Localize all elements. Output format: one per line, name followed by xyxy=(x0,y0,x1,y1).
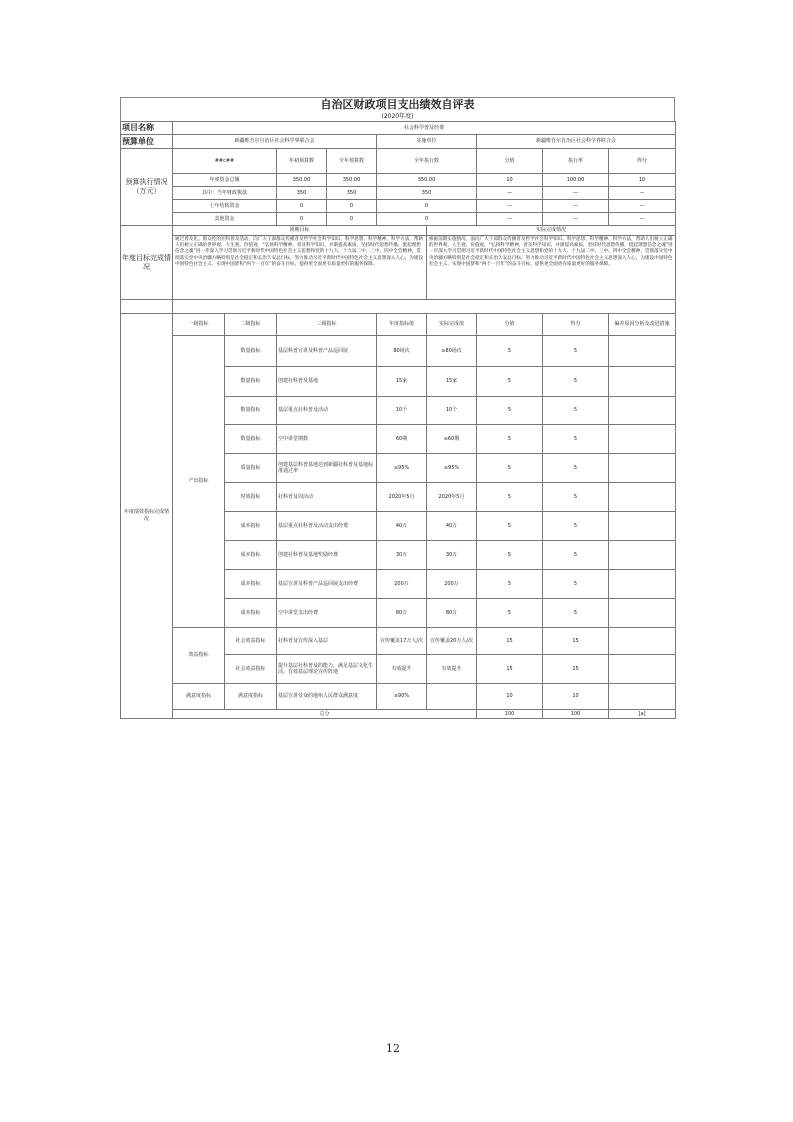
perf-cell: 5 xyxy=(477,454,543,483)
perf-cell: 5 xyxy=(477,336,543,367)
perf-cell: 5 xyxy=(543,397,609,425)
sheet-title: 自治区财政项目支出绩效自评表 xyxy=(120,97,675,112)
perf-cell: 空中讲堂期数 xyxy=(277,425,377,454)
exec-header-5: 执行率 xyxy=(543,149,609,174)
exec-cell: 350 xyxy=(327,187,377,200)
exec-header-0: ##c## xyxy=(173,149,277,174)
benefit-indicator-label: 效益指标 xyxy=(173,628,225,684)
perf-header-3: 年度指标值 xyxy=(377,314,427,336)
perf-cell: 空中讲堂支出经费 xyxy=(277,599,377,628)
perf-cell: 基层重点社科普及活动支出经费 xyxy=(277,512,377,541)
perf-cell xyxy=(609,684,676,710)
perf-cell: 社科普及周活动 xyxy=(277,483,377,512)
perf-cell: ≥95% xyxy=(427,454,477,483)
perf-cell: 60期 xyxy=(377,425,427,454)
perf-cell: 10个 xyxy=(377,397,427,425)
perf-cell: ≥95% xyxy=(377,454,427,483)
actual-goal-header: 实际完成情况 xyxy=(427,226,676,236)
perf-cell: 时效指标 xyxy=(225,483,277,512)
page-number: 12 xyxy=(386,1042,400,1055)
perf-cell: 5 xyxy=(477,512,543,541)
perf-cell: 30万 xyxy=(377,541,427,570)
perf-cell: 5 xyxy=(543,599,609,628)
exec-cell: 350 xyxy=(377,187,477,200)
exec-cell: 0 xyxy=(277,200,327,213)
perf-cell: 5 xyxy=(543,425,609,454)
sheet-year: (2020年度) xyxy=(120,112,675,121)
total-score: 100 xyxy=(477,710,543,719)
perf-header-5: 分值 xyxy=(477,314,543,336)
perf-cell xyxy=(609,655,676,684)
perf-cell: 5 xyxy=(477,570,543,599)
perf-cell: 40万 xyxy=(427,512,477,541)
perf-cell: 30万 xyxy=(427,541,477,570)
exec-cell: 10 xyxy=(609,174,676,187)
exec-cell: — xyxy=(477,187,543,200)
perf-cell: 15 xyxy=(543,628,609,655)
perf-header-4: 实际完成值 xyxy=(427,314,477,336)
exec-row-label: 年度资金总额 xyxy=(173,174,277,187)
perf-cell: ≥80场次 xyxy=(427,336,477,367)
project-name-value: 社会科学普及经费 xyxy=(173,122,676,135)
perf-cell: 2020年5月 xyxy=(377,483,427,512)
perf-cell: 5 xyxy=(543,367,609,397)
perf-cell: 80万 xyxy=(427,599,477,628)
perf-cell: 5 xyxy=(477,425,543,454)
perf-cell xyxy=(609,336,676,367)
perf-cell: 社科普及宣传深入基层 xyxy=(277,628,377,655)
actual-goal-text: 根据前期实施情况，面向广大干部群众传播普及哲学社会科学知识、科学思想、科学精神、科学方法，帮助人们树立正确的世界观、人生观、价值观，“弘扬科学精神，普及科学知识，并渐提高素质，坚持时代思想传播，挺起理想信念之魂”进一步深入学习贯彻习近平新时代中国特色社会主义思想和党的十九大、十九届二中、三中、四中全会精神，贯彻落实党中央治疆方略特别是社会稳定和长治久安总目标，努力推动习近平新时代中国特色社会主义思想深入人心，为建设中国特色社会主义、实现中国梦和“两个一百年”的奋斗目标，提供更全面更有质量更好的服务保障。 xyxy=(427,236,676,300)
perf-cell: 10个 xyxy=(427,397,477,425)
perf-cell: ≥90% xyxy=(377,684,427,710)
perf-header-6: 得分 xyxy=(543,314,609,336)
perf-cell: 15家 xyxy=(427,367,477,397)
perf-cell: 200万 xyxy=(427,570,477,599)
perf-cell: 创建社科普及基地奖励经费 xyxy=(277,541,377,570)
exec-cell: — xyxy=(477,200,543,213)
exec-row-label: 其他资金 xyxy=(173,213,277,226)
perf-cell: 5 xyxy=(543,483,609,512)
exec-cell: 0 xyxy=(377,200,477,213)
perf-cell xyxy=(609,512,676,541)
perf-cell: 5 xyxy=(543,570,609,599)
exec-header-6: 得分 xyxy=(609,149,676,174)
planned-goal-text: 通过普及化、群众性的社科普及活动，向广大干部群众传播普及哲学社会科学知识、科学思想、科学精神、科学方法，帮助人们树立正确的世界观、人生观、价值观，“弘扬科学精神，普及科学知识，并渐提高素质，坚持时代思想传播，挺起理想信念之魂”进一步深入学习贯彻习近平新时代中国特色社会主义思想和党的十九大、十九届二中、三中、四中全会精神，贯彻落实党中央治疆方略特别是社会稳定和长治久安总目标，努力推动习近平新时代中国特色社会主义思想深入人心，为建设中国特色社会主义、实现中国梦和“两个一百年”的奋斗目标，提供更全面更有质量更好的服务保障。 xyxy=(173,236,427,300)
perf-cell xyxy=(427,684,477,710)
perf-cell: 15 xyxy=(543,655,609,684)
perf-cell: 5 xyxy=(477,367,543,397)
perf-cell: 数量指标 xyxy=(225,425,277,454)
perf-cell: 数量指标 xyxy=(225,367,277,397)
exec-cell: 10 xyxy=(477,174,543,187)
perf-cell xyxy=(609,628,676,655)
perf-cell: 5 xyxy=(477,397,543,425)
perf-cell: 80万 xyxy=(377,599,427,628)
perf-cell: 5 xyxy=(543,512,609,541)
exec-cell: 0 xyxy=(277,213,327,226)
exec-cell: — xyxy=(609,213,676,226)
perf-cell: 数量指标 xyxy=(225,397,277,425)
perf-cell: 2020年5月 xyxy=(427,483,477,512)
perf-cell: 社会效益指标 xyxy=(225,628,277,655)
exec-header-2: 全年预算数 xyxy=(327,149,377,174)
exec-cell: 0 xyxy=(327,213,377,226)
exec-header-3: 全年执行数 xyxy=(377,149,477,174)
perf-cell: 基层重点社科普及活动 xyxy=(277,397,377,425)
exec-cell: 100.00 xyxy=(543,174,609,187)
perf-cell: 5 xyxy=(477,483,543,512)
perf-cell: 宣传覆盖17万人/次 xyxy=(377,628,427,655)
exec-cell: 0 xyxy=(377,213,477,226)
perf-cell: 有效提升 xyxy=(427,655,477,684)
total-label: 总分 xyxy=(173,710,477,719)
exec-header-4: 分值 xyxy=(477,149,543,174)
exec-cell: 0 xyxy=(327,200,377,213)
perf-cell: 宣传覆盖20万人/次 xyxy=(427,628,477,655)
perf-cell: 成本指标 xyxy=(225,541,277,570)
impl-unit-label: 实施单位 xyxy=(377,135,477,149)
perf-cell: 基层宣讲及科普产品巡回展支出经费 xyxy=(277,570,377,599)
exec-row-label: 其中：当年财政拨款 xyxy=(173,187,277,200)
exec-cell: 350.00 xyxy=(377,174,477,187)
perf-header-2: 三级指标 xyxy=(277,314,377,336)
perf-cell: 10 xyxy=(543,684,609,710)
exec-cell: 350.00 xyxy=(327,174,377,187)
exec-cell: — xyxy=(609,187,676,200)
annual-goals-label: 年度目标完成情况 xyxy=(121,226,173,300)
perf-cell xyxy=(609,570,676,599)
perf-cell: 基层宣讲受众的地州人民群众满意度 xyxy=(277,684,377,710)
perf-cell xyxy=(609,541,676,570)
perf-cell xyxy=(609,599,676,628)
perf-cell: 基层科普宣讲及科普产品巡回展 xyxy=(277,336,377,367)
empty-cell xyxy=(173,300,676,314)
perf-cell: 成本指标 xyxy=(225,599,277,628)
satisfaction-indicator-label: 满意度指标 xyxy=(173,684,225,710)
perf-cell xyxy=(609,397,676,425)
perf-cell: 5 xyxy=(543,336,609,367)
perf-cell: 满意度指标 xyxy=(225,684,277,710)
perf-cell: 40万 xyxy=(377,512,427,541)
empty-cell xyxy=(121,300,173,314)
perf-indicators-label: 年度绩效指标完成情况 xyxy=(121,314,173,719)
perf-cell xyxy=(609,483,676,512)
perf-cell: 质量指标 xyxy=(225,454,277,483)
perf-header-0: 一级指标 xyxy=(173,314,225,336)
planned-goal-header: 预期目标 xyxy=(173,226,427,236)
perf-cell: 200万 xyxy=(377,570,427,599)
exec-header-1: 年初预算数 xyxy=(277,149,327,174)
perf-cell: 5 xyxy=(543,541,609,570)
exec-cell: — xyxy=(543,213,609,226)
perf-cell: 15 xyxy=(477,628,543,655)
exec-cell: 350.00 xyxy=(277,174,327,187)
budget-unit-label: 预算单位 xyxy=(121,135,173,149)
budget-exec-label: 预算执行情况（万元） xyxy=(121,149,173,226)
exec-cell: — xyxy=(609,200,676,213)
perf-cell: 15家 xyxy=(377,367,427,397)
perf-header-1: 二级指标 xyxy=(225,314,277,336)
project-name-label: 项目名称 xyxy=(121,122,173,135)
impl-unit-value: 新疆维吾尔自治区社会科学界联合会 xyxy=(477,135,676,149)
evaluation-table xyxy=(120,121,676,719)
perf-cell: 5 xyxy=(543,454,609,483)
output-indicator-label: 产出指标 xyxy=(173,336,225,628)
perf-header-7: 偏差原因分析及改进措施 xyxy=(609,314,676,336)
evaluation-sheet xyxy=(120,97,675,719)
perf-cell xyxy=(609,454,676,483)
perf-cell xyxy=(609,367,676,397)
exec-row-label: 上年结转资金 xyxy=(173,200,277,213)
total-got: 100 xyxy=(543,710,609,719)
perf-cell: 成本指标 xyxy=(225,570,277,599)
perf-cell: 5 xyxy=(477,541,543,570)
perf-cell: 成本指标 xyxy=(225,512,277,541)
budget-unit-value: 新疆维吾尔自治区社会科学界联合会 xyxy=(173,135,377,149)
perf-cell: 创建基层科普基地达到新疆社科普及基地标准通过率 xyxy=(277,454,377,483)
total-grade: [a] xyxy=(609,710,676,719)
perf-cell: 80场次 xyxy=(377,336,427,367)
perf-cell xyxy=(609,425,676,454)
perf-cell: 提升基层社科普及的能力，满足基层文化生活，有效基层理论宣传阵地 xyxy=(277,655,377,684)
perf-cell: 15 xyxy=(477,655,543,684)
perf-cell: 社会效益指标 xyxy=(225,655,277,684)
perf-cell: ≥60期 xyxy=(427,425,477,454)
perf-cell: 5 xyxy=(477,599,543,628)
perf-cell: 有效提升 xyxy=(377,655,427,684)
exec-cell: — xyxy=(543,187,609,200)
exec-cell: — xyxy=(543,200,609,213)
perf-cell: 创建社科普及基地 xyxy=(277,367,377,397)
perf-cell: 10 xyxy=(477,684,543,710)
exec-cell: — xyxy=(477,213,543,226)
exec-cell: 350 xyxy=(277,187,327,200)
perf-cell: 数量指标 xyxy=(225,336,277,367)
